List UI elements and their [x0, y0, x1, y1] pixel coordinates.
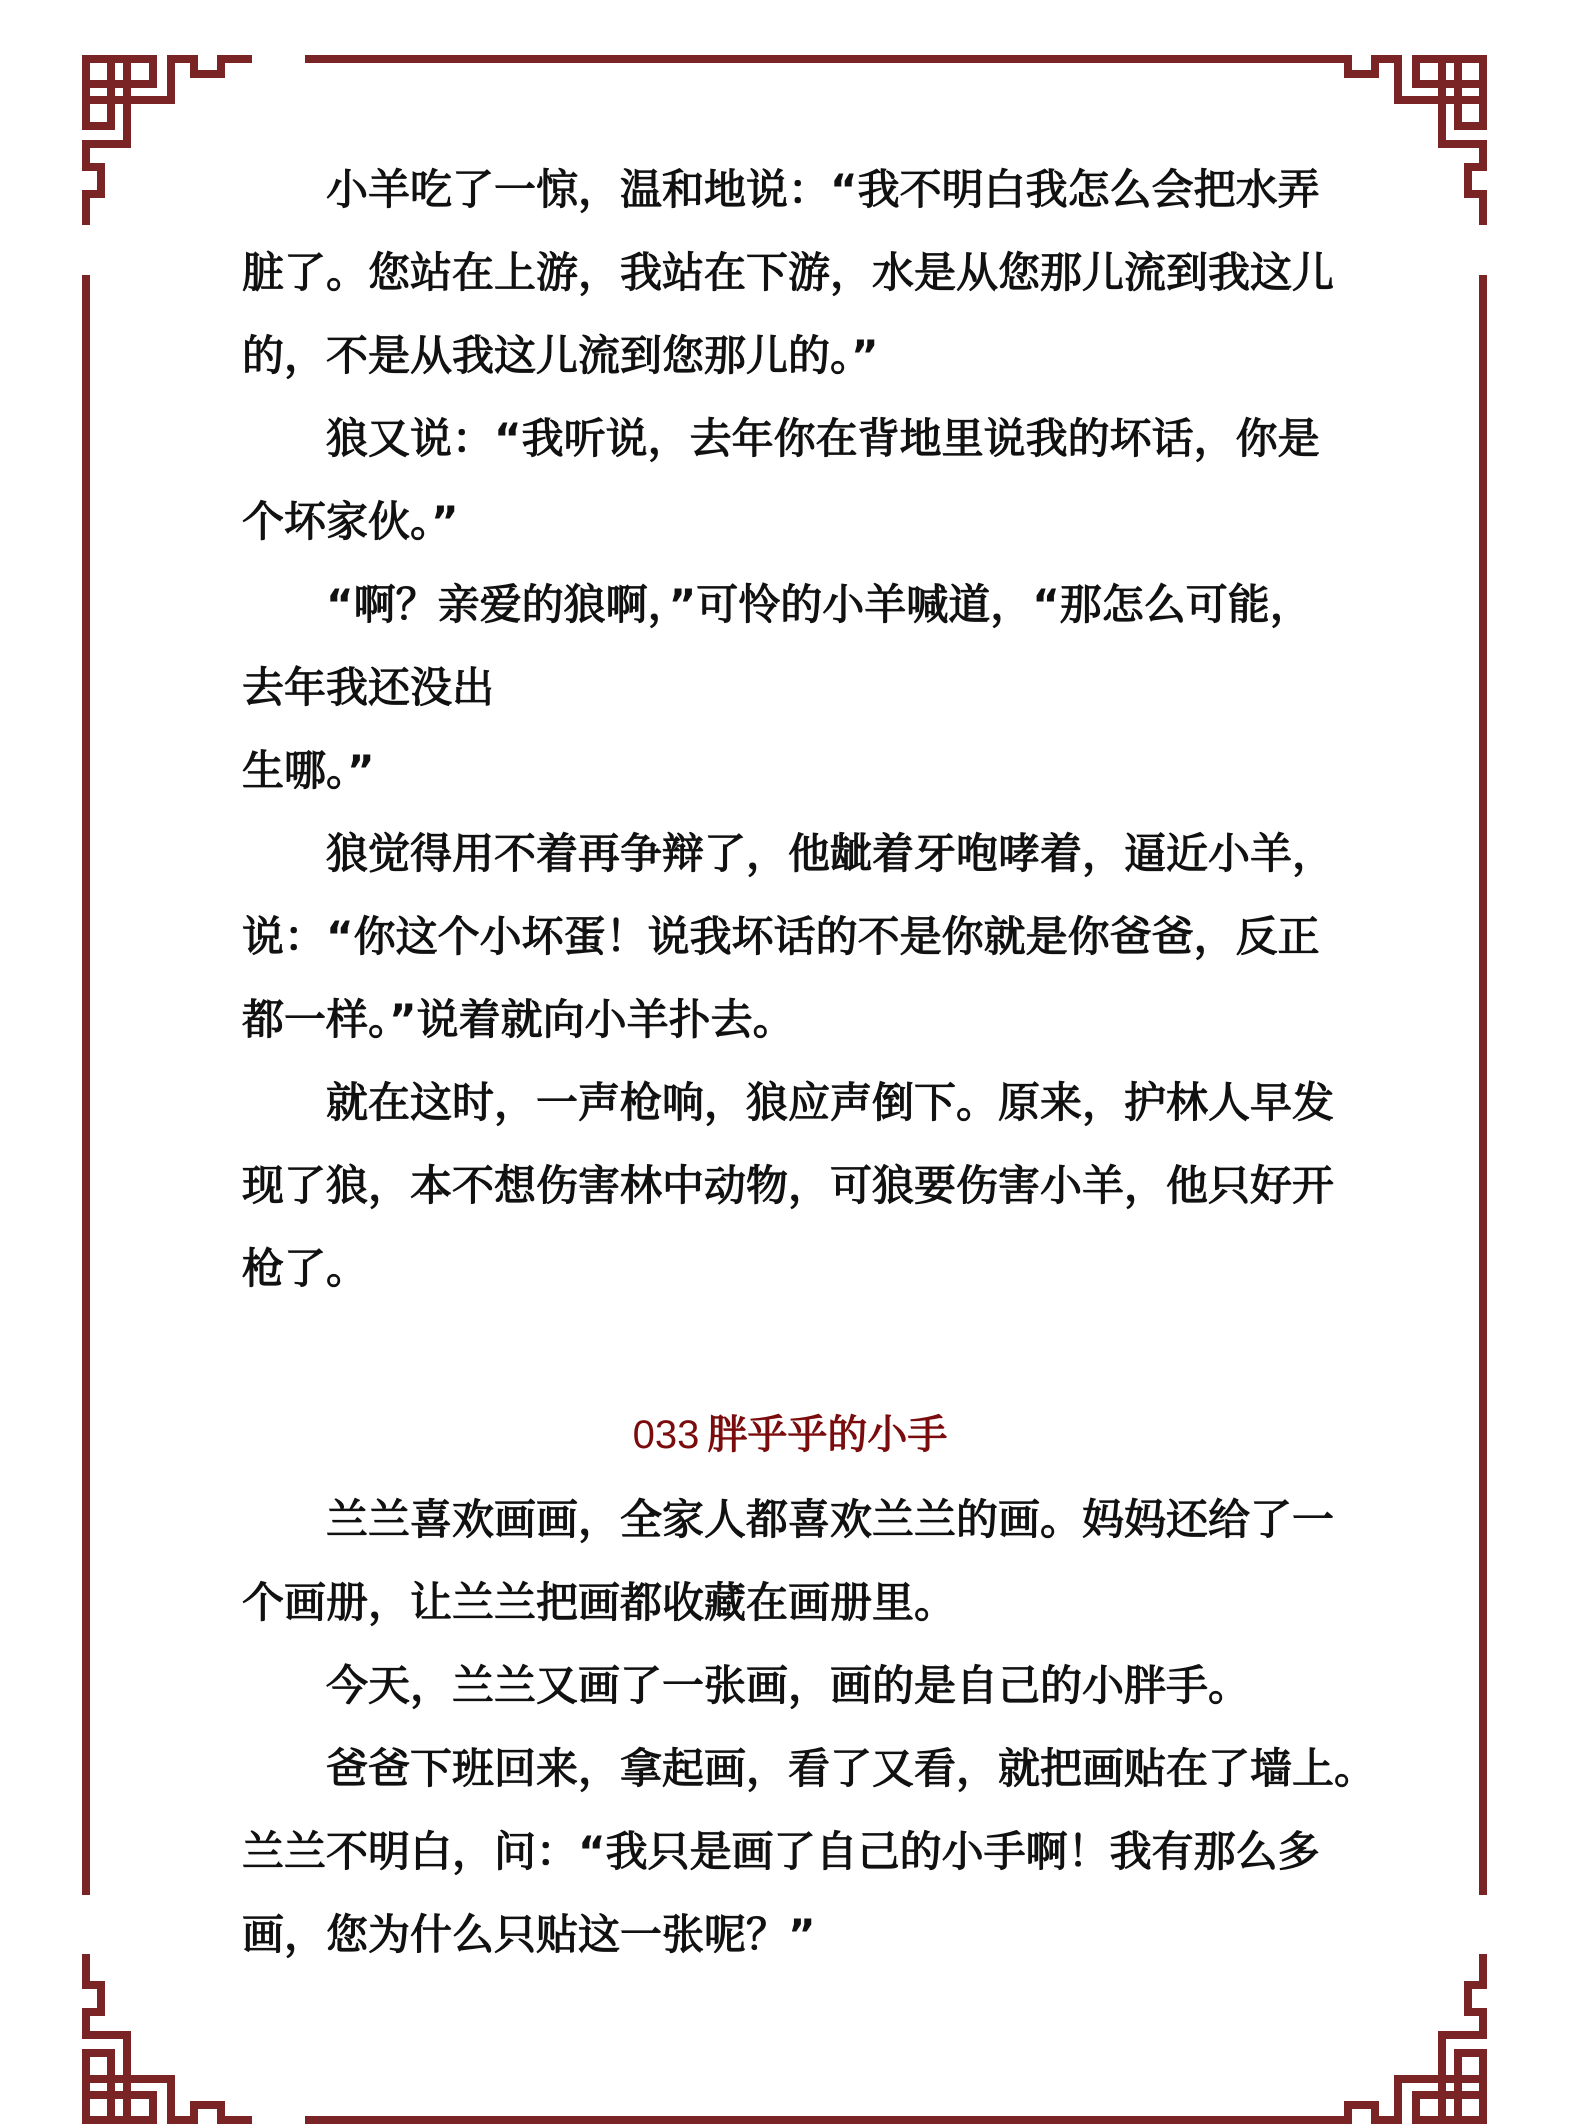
- fretwork-corner-icon-bottom-right: [1317, 1954, 1487, 2124]
- text-line: 的，不是从我这儿流到您那儿的。”: [242, 331, 879, 380]
- text-line: 画，您为什么只贴这一张呢？”: [242, 1910, 816, 1959]
- text-line: 现了狼，本不想伤害林中动物，可狼要伤害小羊，他只好开: [242, 1161, 1335, 1210]
- text-line: 兰兰不明白，问：“我只是画了自己的小手啊！我有那么多: [242, 1827, 1320, 1876]
- text-line: 个画册，让兰兰把画都收藏在画册里。: [242, 1578, 957, 1627]
- story1-paragraph-5: [242, 1061, 1352, 1310]
- story-number: 033: [632, 1413, 700, 1457]
- text-line: 去年我还没出: [242, 663, 495, 712]
- text-line: 狼觉得用不着再争辩了，他龇着牙咆哮着，逼近小羊，: [326, 829, 1335, 878]
- text-line: 个坏家伙。”: [242, 497, 459, 546]
- frame-bottom-line: [305, 2116, 1335, 2124]
- story2-paragraph-3: [242, 1727, 1377, 1976]
- text-line: “啊？亲爱的狼啊，”可怜的小羊喊道，“那怎么可能，: [326, 580, 1312, 629]
- text-line: 就在这时，一声枪响，狼应声倒下。原来，护林人早发: [326, 1078, 1335, 1127]
- story2-paragraph-2: [242, 1644, 1352, 1727]
- text-line: 狼又说：“我听说，去年你在背地里说我的坏话，你是: [326, 414, 1320, 463]
- text-line: 生哪。”: [242, 746, 375, 795]
- story1-paragraph-2: [242, 397, 1352, 563]
- story1-body: [242, 148, 1352, 1310]
- text-line: 爸爸下班回来，拿起画，看了又看，就把画贴在了墙上。: [326, 1744, 1377, 1793]
- frame-top-line: [305, 55, 1335, 63]
- text-line: 枪了。: [242, 1244, 369, 1293]
- text-line: 都一样。”说着就向小羊扑去。: [242, 995, 795, 1044]
- text-line: 脏了。您站在上游，我站在下游，水是从您那儿流到我这儿: [242, 248, 1335, 297]
- text-line: 兰兰喜欢画画，全家人都喜欢兰兰的画。妈妈还给了一: [326, 1495, 1335, 1544]
- story1-paragraph-1: [242, 148, 1352, 397]
- story-title-text: 胖乎乎的小手: [707, 1412, 948, 1458]
- fretwork-corner-icon-top-left: [82, 55, 252, 225]
- story2-body: [242, 1478, 1377, 1976]
- story1-paragraph-4: [242, 812, 1352, 1061]
- fretwork-corner-icon-bottom-left: [82, 1954, 252, 2124]
- text-line: 今天，兰兰又画了一张画，画的是自己的小胖手。: [326, 1661, 1251, 1710]
- text-line: 小羊吃了一惊，温和地说：“我不明白我怎么会把水弄: [326, 165, 1320, 214]
- frame-left-line: [82, 275, 90, 1895]
- story2-paragraph-1: [242, 1478, 1352, 1644]
- story1-paragraph-3: [242, 563, 1352, 812]
- story2-title: [0, 1393, 1580, 1477]
- text-line: 说：“你这个小坏蛋！说我坏话的不是你就是你爸爸，反正: [242, 912, 1320, 961]
- frame-right-line: [1479, 275, 1487, 1895]
